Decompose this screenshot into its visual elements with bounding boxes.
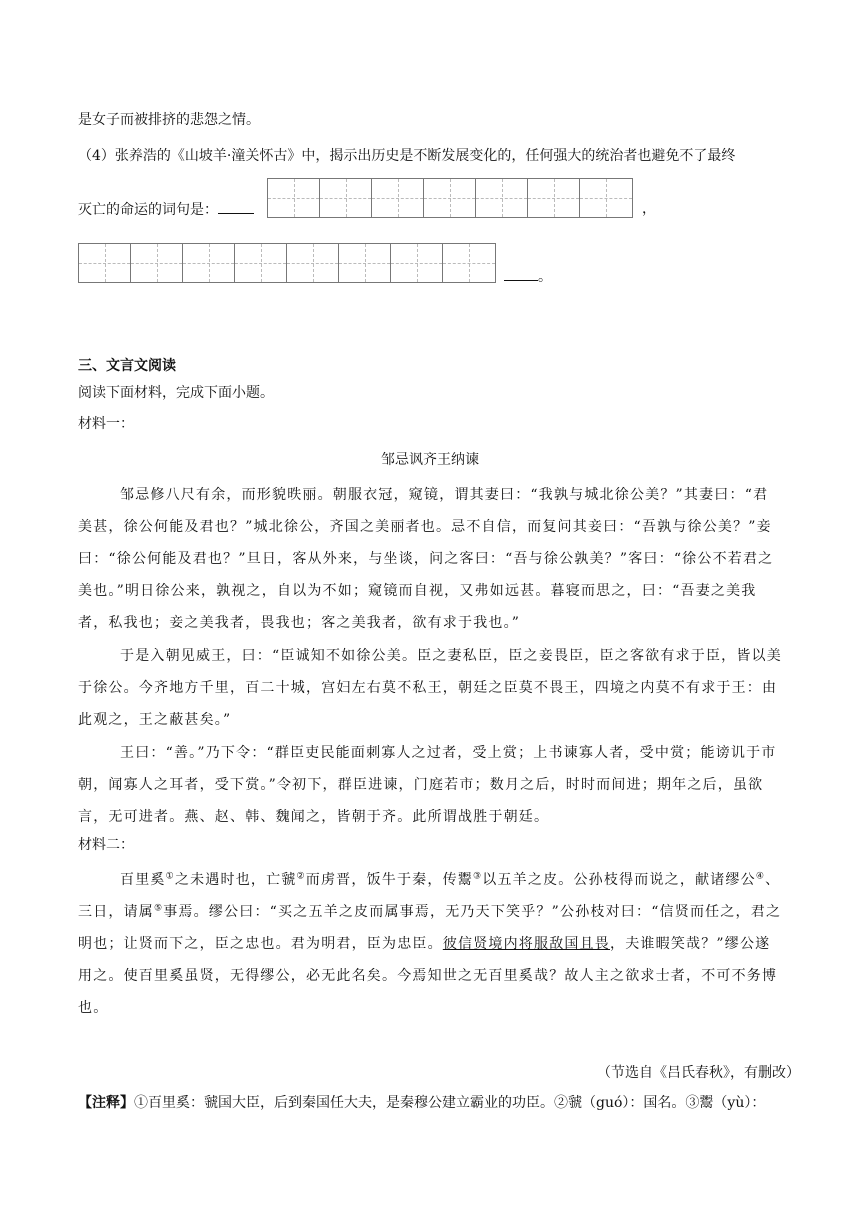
annotation-line: [78, 1093, 765, 1113]
material-1-paragraph-1: [78, 479, 783, 639]
answer-cell[interactable]: [235, 244, 287, 282]
grid-row-2-period: 。: [538, 269, 552, 285]
material-1-paragraph-2-text: 于是入朝见威王，曰：“臣诚知不如徐公美。臣之妻私臣，臣之妾畏臣，臣之客欲有求于臣，皆以美于徐公。今齐地方千里，百二十城，宫妇左右莫不私王，朝廷之臣莫不畏王，四境之内莫不有求于王：由此观之，王之蔽甚矣。”: [78, 648, 782, 728]
answer-cell[interactable]: [391, 244, 443, 282]
answer-cell[interactable]: [183, 244, 235, 282]
m2-text-f: 事焉。缪公曰：“买之五羊之皮而属事焉，无乃天下笑乎？”公孙枝对曰：“信贤而任之，君之明也；让贤而下之，臣之忠也。君为明君，臣为忠臣。: [78, 904, 782, 952]
note-ref-2: ②: [296, 871, 306, 882]
question-4-line2-prefix: [78, 199, 254, 220]
grid-row-1-comma: ，: [642, 201, 656, 217]
underlined-sentence: 彼信贤境内将服敌国且畏: [442, 936, 611, 952]
material-1-title: 邹忌讽齐王纳谏: [381, 452, 479, 468]
material-2-label: 材料二：: [78, 837, 134, 853]
answer-blank-tail[interactable]: [504, 266, 538, 281]
answer-cell[interactable]: [443, 244, 495, 282]
material-1-paragraph-3-text: 王曰：“善。”乃下令：“群臣吏民能面刺寡人之过者，受上赏；上书谏寡人者，受中赏；能谤讥于市朝，闻寡人之耳者，受下赏。”令初下，群臣进谏，门庭若市；数月之后，时时而间进；期年之后，虽欲言，无可进者。燕、赵、韩、魏闻之，皆朝于齐。此所谓战胜于朝廷。: [78, 745, 777, 825]
answer-cell[interactable]: [287, 244, 339, 282]
grid-row-2-tail: [504, 266, 552, 287]
answer-cell[interactable]: [320, 179, 372, 217]
material-1-label: 材料一：: [78, 416, 134, 432]
material-2-paragraph: [78, 864, 783, 1024]
answer-grid-row-1[interactable]: [267, 178, 633, 218]
section-3-title: 三、文言文阅读: [78, 358, 176, 374]
material-1-paragraph-2: [78, 640, 783, 736]
answer-cell[interactable]: [268, 179, 320, 217]
m2-text-a: 百里奚: [120, 872, 166, 888]
answer-blank-lead[interactable]: [218, 199, 254, 214]
answer-cell[interactable]: [424, 179, 476, 217]
material-1-paragraph-1-text: 邹忌修八尺有余，而形貌昳丽。朝服衣冠，窥镜，谓其妻曰：“我孰与城北徐公美？”其妻曰：“君美甚，徐公何能及君也？”城北徐公，齐国之美丽者也。忌不自信，而复问其妾曰：“吾孰与徐公美？”妾曰：“徐公何能及君也？”旦日，客从外来，与坐谈，问之客曰：“吾与徐公孰美？”客曰：“徐公不若君之美也。”明日徐公来，孰视之，自以为不如；窥镜而自视，又弗如远甚。暮寝而思之，曰：“吾妻之美我者，私我也；妾之美我者，畏我也；客之美我者，欲有求于我也。”: [78, 487, 774, 631]
m2-text-c: 而虏晋，饭牛于秦，传鬻: [305, 872, 473, 888]
answer-cell[interactable]: [528, 179, 580, 217]
question-4-line1: （4）张养浩的《山坡羊·潼关怀古》中，揭示出历史是不断发展变化的，任何强大的统治者也避免不了最终: [78, 148, 736, 164]
answer-cell[interactable]: [580, 179, 632, 217]
answer-cell[interactable]: [476, 179, 528, 217]
note-ref-4: ④: [755, 871, 766, 882]
m2-text-d: 以五羊之皮。公孙枝得而说之，献诸缪公: [482, 872, 756, 888]
top-line: 是女子而被排挤的悲怨之情。: [78, 112, 260, 128]
m2-text-g: ，夫谁暇笑哉？”缪公遂用之。使百里奚虽贤，无得缪公，必无此名矣。今焉知世之无百里奚哉？故人主之欲求士者，不可不务博也。: [78, 936, 778, 1016]
material-1-paragraph-3: [78, 737, 783, 833]
answer-cell[interactable]: [79, 244, 131, 282]
section-3-instruction: 阅读下面材料，完成下面小题。: [78, 385, 274, 401]
m2-text-b: 之未遇时也，亡虢: [174, 872, 297, 888]
source-citation: （节选自《吕氏春秋》，有删改）: [597, 1065, 800, 1081]
answer-cell[interactable]: [339, 244, 391, 282]
answer-cell[interactable]: [372, 179, 424, 217]
annotation-label: 【注释】: [78, 1095, 134, 1111]
m2-text-e: 、三日，请属: [78, 872, 781, 920]
question-4-prefix-text: 灭亡的命运的词句是：: [78, 202, 218, 218]
annotation-text: ①百里奚：虢国大臣，后到秦国任大夫，是秦穆公建立霸业的功臣。②虢（guó）：国名。③鬻（yù）：: [134, 1095, 766, 1111]
answer-grid-row-2[interactable]: [78, 243, 496, 283]
note-ref-5: ⑤: [154, 903, 164, 914]
answer-cell[interactable]: [131, 244, 183, 282]
note-ref-1: ①: [165, 871, 175, 882]
note-ref-3: ③: [472, 871, 483, 882]
